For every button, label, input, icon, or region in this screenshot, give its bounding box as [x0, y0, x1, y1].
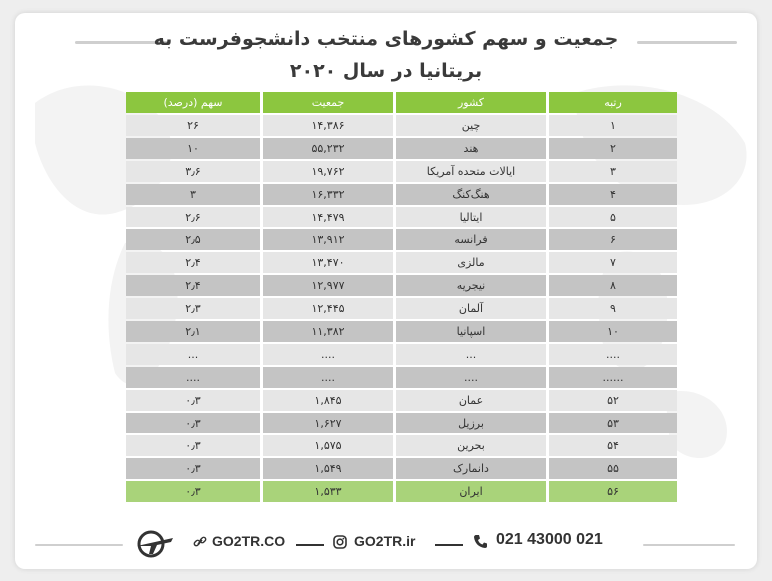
footer-dash-2	[435, 544, 463, 546]
population-cell: ۱,۶۲۷	[263, 413, 393, 434]
population-cell: ۱۴,۳۸۶	[263, 115, 393, 136]
page-title	[15, 23, 757, 87]
rank-cell: ۵۶	[549, 481, 677, 502]
country-cell: چین	[396, 115, 546, 136]
population-cell: ۵۵,۲۳۲	[263, 138, 393, 159]
country-cell: ...	[396, 344, 546, 365]
share-cell: ۰٫۳	[126, 413, 260, 434]
table-body	[126, 115, 677, 502]
share-cell: ۰٫۳	[126, 458, 260, 479]
table-row	[126, 207, 677, 228]
share-cell: ۰٫۳	[126, 481, 260, 502]
population-cell: ۱۳,۴۷۰	[263, 252, 393, 273]
population-cell: ۱۶,۳۳۲	[263, 184, 393, 205]
header-rank: رتبه	[549, 92, 677, 113]
title-line-1: جمعیت و سهم کشورهای منتخب دانشجوفرست به	[153, 28, 619, 50]
table-row	[126, 275, 677, 296]
rank-cell: ....	[549, 344, 677, 365]
share-cell: ۲٫۱	[126, 321, 260, 342]
rank-cell: ۵۴	[549, 435, 677, 456]
rank-cell: ۶	[549, 229, 677, 250]
table-row	[126, 138, 677, 159]
share-cell: ۲٫۶	[126, 207, 260, 228]
airplane-logo-icon	[133, 530, 175, 558]
table-row	[126, 435, 677, 456]
country-cell: هنگ‌کنگ	[396, 184, 546, 205]
share-cell: ۲٫۵	[126, 229, 260, 250]
rank-cell: ۵	[549, 207, 677, 228]
share-cell: ۰٫۳	[126, 435, 260, 456]
infographic-card	[15, 13, 757, 569]
rank-cell: ۲	[549, 138, 677, 159]
country-cell: دانمارک	[396, 458, 546, 479]
header-share: سهم (درصد)	[126, 92, 260, 113]
population-cell: ۱,۵۷۵	[263, 435, 393, 456]
share-cell: ۲٫۴	[126, 252, 260, 273]
title-line-2: بریتانیا در سال ۲۰۲۰	[289, 60, 483, 82]
table-header-row	[126, 92, 677, 113]
share-cell: ...	[126, 344, 260, 365]
table-row	[126, 413, 677, 434]
rank-cell: ۵۳	[549, 413, 677, 434]
footer-divider-left	[35, 544, 123, 546]
student-countries-table	[123, 90, 680, 504]
footer	[15, 528, 757, 558]
country-cell: آلمان	[396, 298, 546, 319]
country-cell: مالزی	[396, 252, 546, 273]
table-row	[126, 481, 677, 502]
share-cell: ۳٫۶	[126, 161, 260, 182]
population-cell: ۱۴,۴۷۹	[263, 207, 393, 228]
country-cell: ....	[396, 367, 546, 388]
phone-number[interactable]: 021 43000 021	[496, 531, 603, 548]
population-cell: ۱۱,۳۸۲	[263, 321, 393, 342]
share-cell: ۲٫۳	[126, 298, 260, 319]
header-country: کشور	[396, 92, 546, 113]
population-cell: ۱۳,۹۱۲	[263, 229, 393, 250]
country-cell: ایتالیا	[396, 207, 546, 228]
table-row	[126, 367, 677, 388]
instagram-link[interactable]: GO2TR.ir	[354, 533, 416, 549]
country-cell: ایالات متحده آمریکا	[396, 161, 546, 182]
population-cell: ۱۹,۷۶۲	[263, 161, 393, 182]
rank-cell: ۹	[549, 298, 677, 319]
table-row	[126, 298, 677, 319]
country-cell: هند	[396, 138, 546, 159]
country-cell: اسپانیا	[396, 321, 546, 342]
population-cell: ۱۲,۹۷۷	[263, 275, 393, 296]
table-row	[126, 390, 677, 411]
country-cell: عمان	[396, 390, 546, 411]
rank-cell: ۱	[549, 115, 677, 136]
table-row	[126, 252, 677, 273]
rank-cell: ۱۰	[549, 321, 677, 342]
share-cell: ۳	[126, 184, 260, 205]
website-link[interactable]: GO2TR.CO	[212, 533, 286, 549]
rank-cell: ۵۵	[549, 458, 677, 479]
share-cell: ....	[126, 367, 260, 388]
country-cell: برزیل	[396, 413, 546, 434]
link-icon	[193, 535, 207, 549]
population-cell: ۱,۵۴۹	[263, 458, 393, 479]
country-cell: نیجریه	[396, 275, 546, 296]
rank-cell: ۳	[549, 161, 677, 182]
table-row	[126, 115, 677, 136]
footer-divider-right	[643, 544, 735, 546]
population-cell: ۱,۸۴۵	[263, 390, 393, 411]
country-cell: ایران	[396, 481, 546, 502]
table-row	[126, 458, 677, 479]
header-population: جمعیت	[263, 92, 393, 113]
footer-dash-1	[296, 544, 324, 546]
table-row	[126, 161, 677, 182]
population-cell: ۱۲,۴۴۵	[263, 298, 393, 319]
table-row	[126, 344, 677, 365]
table-row	[126, 229, 677, 250]
population-cell: ....	[263, 344, 393, 365]
phone-icon	[473, 534, 488, 549]
rank-cell: ۵۲	[549, 390, 677, 411]
share-cell: ۲۶	[126, 115, 260, 136]
rank-cell: ......	[549, 367, 677, 388]
country-cell: فرانسه	[396, 229, 546, 250]
rank-cell: ۷	[549, 252, 677, 273]
population-cell: ۱,۵۳۳	[263, 481, 393, 502]
share-cell: ۱۰	[126, 138, 260, 159]
rank-cell: ۸	[549, 275, 677, 296]
rank-cell: ۴	[549, 184, 677, 205]
population-cell: ....	[263, 367, 393, 388]
country-cell: بحرین	[396, 435, 546, 456]
table-row	[126, 184, 677, 205]
instagram-icon	[333, 535, 347, 549]
table-row	[126, 321, 677, 342]
share-cell: ۰٫۳	[126, 390, 260, 411]
share-cell: ۲٫۴	[126, 275, 260, 296]
